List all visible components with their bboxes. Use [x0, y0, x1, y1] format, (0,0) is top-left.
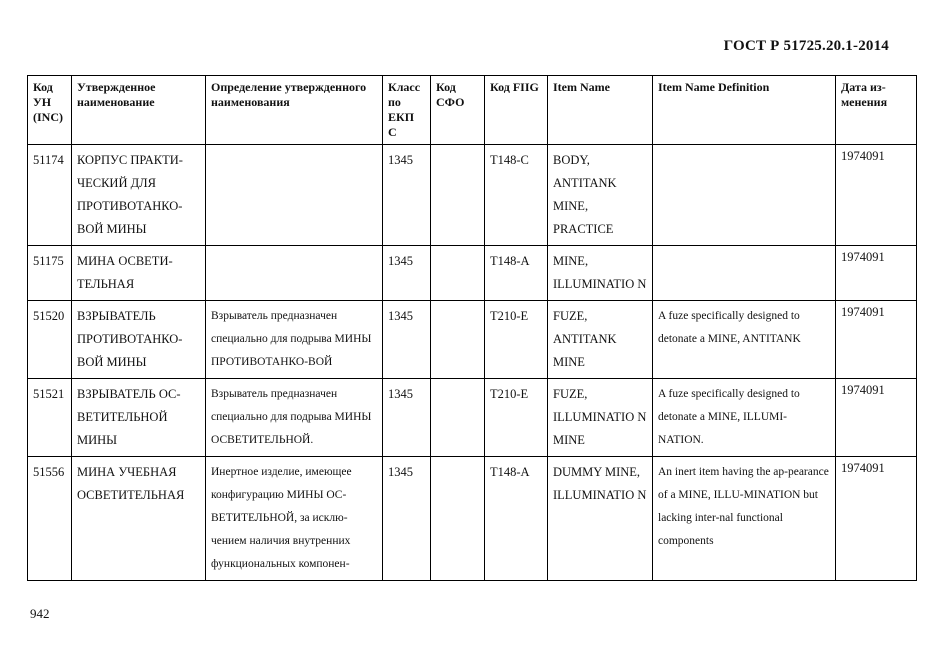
- cell-name: КОРПУС ПРАКТИ-ЧЕСКИЙ ДЛЯ ПРОТИВОТАНКО-ВОЙ МИНЫ: [72, 145, 206, 246]
- cell-definition: Инертное изделие, имеющее конфигурацию МИНЫ ОС-ВЕТИТЕЛЬНОЙ, за исклю-чением наличия внутренних функциональных компонен-: [206, 457, 383, 581]
- cell-class: 1345: [383, 301, 431, 379]
- col-header-item-def: Item Name Definition: [653, 76, 836, 145]
- cell-definition: Взрыватель предназначен специально для подрыва МИНЫ ОСВЕТИТЕЛЬНОЙ.: [206, 379, 383, 457]
- cell-inc: 51175: [28, 246, 72, 301]
- table-row: [28, 145, 917, 246]
- cell-sfo: [431, 457, 485, 581]
- cell-date: 1974091: [836, 301, 917, 379]
- cell-date: 1974091: [836, 379, 917, 457]
- item-name-table: [27, 75, 917, 581]
- cell-item-def: A fuze specifically designed to detonate a MINE, ILLUMI-NATION.: [653, 379, 836, 457]
- col-header-name: Утвержденное наименование: [72, 76, 206, 145]
- cell-fiig: T148-A: [485, 457, 548, 581]
- cell-name: ВЗРЫВАТЕЛЬ ОС-ВЕТИТЕЛЬНОЙ МИНЫ: [72, 379, 206, 457]
- cell-inc: 51521: [28, 379, 72, 457]
- cell-date: 1974091: [836, 246, 917, 301]
- cell-sfo: [431, 301, 485, 379]
- cell-item-name: BODY, ANTITANK MINE, PRACTICE: [548, 145, 653, 246]
- col-header-date: Дата из-менения: [836, 76, 917, 145]
- col-header-inc: Код УН (INC): [28, 76, 72, 145]
- cell-date: 1974091: [836, 145, 917, 246]
- col-header-definition: Определение утвержденного наименования: [206, 76, 383, 145]
- col-header-sfo: Код СФО: [431, 76, 485, 145]
- cell-inc: 51174: [28, 145, 72, 246]
- cell-inc: 51520: [28, 301, 72, 379]
- table-row: [28, 301, 917, 379]
- cell-class: 1345: [383, 246, 431, 301]
- col-header-class: Класс по ЕКП С: [383, 76, 431, 145]
- cell-sfo: [431, 246, 485, 301]
- cell-item-def: A fuze specifically designed to detonate a MINE, ANTITANK: [653, 301, 836, 379]
- table-row: [28, 246, 917, 301]
- cell-item-def: [653, 145, 836, 246]
- table-header-row: [28, 76, 917, 145]
- cell-fiig: T210-E: [485, 379, 548, 457]
- cell-sfo: [431, 145, 485, 246]
- cell-inc: 51556: [28, 457, 72, 581]
- cell-definition: Взрыватель предназначен специально для подрыва МИНЫ ПРОТИВОТАНКО-ВОЙ: [206, 301, 383, 379]
- cell-name: МИНА ОСВЕТИ-ТЕЛЬНАЯ: [72, 246, 206, 301]
- cell-sfo: [431, 379, 485, 457]
- cell-fiig: T148-C: [485, 145, 548, 246]
- cell-fiig: T148-A: [485, 246, 548, 301]
- cell-date: 1974091: [836, 457, 917, 581]
- cell-class: 1345: [383, 457, 431, 581]
- cell-item-name: MINE, ILLUMINATIO N: [548, 246, 653, 301]
- page-number: 942: [30, 606, 50, 621]
- cell-item-name: FUZE, ILLUMINATIO N MINE: [548, 379, 653, 457]
- col-header-fiig: Код FIIG: [485, 76, 548, 145]
- document-code: ГОСТ Р 51725.20.1-2014: [723, 38, 889, 54]
- cell-name: ВЗРЫВАТЕЛЬ ПРОТИВОТАНКО-ВОЙ МИНЫ: [72, 301, 206, 379]
- cell-item-name: DUMMY MINE, ILLUMINATIO N: [548, 457, 653, 581]
- cell-class: 1345: [383, 145, 431, 246]
- cell-item-def: [653, 246, 836, 301]
- cell-definition: [206, 246, 383, 301]
- table-row: [28, 379, 917, 457]
- cell-definition: [206, 145, 383, 246]
- cell-class: 1345: [383, 379, 431, 457]
- cell-item-name: FUZE, ANTITANK MINE: [548, 301, 653, 379]
- table-row: [28, 457, 917, 581]
- cell-item-def: An inert item having the ap-pearance of a MINE, ILLU-MINATION but lacking inter-nal functional components: [653, 457, 836, 581]
- cell-name: МИНА УЧЕБНАЯ ОСВЕТИТЕЛЬНАЯ: [72, 457, 206, 581]
- col-header-item-name: Item Name: [548, 76, 653, 145]
- cell-fiig: T210-E: [485, 301, 548, 379]
